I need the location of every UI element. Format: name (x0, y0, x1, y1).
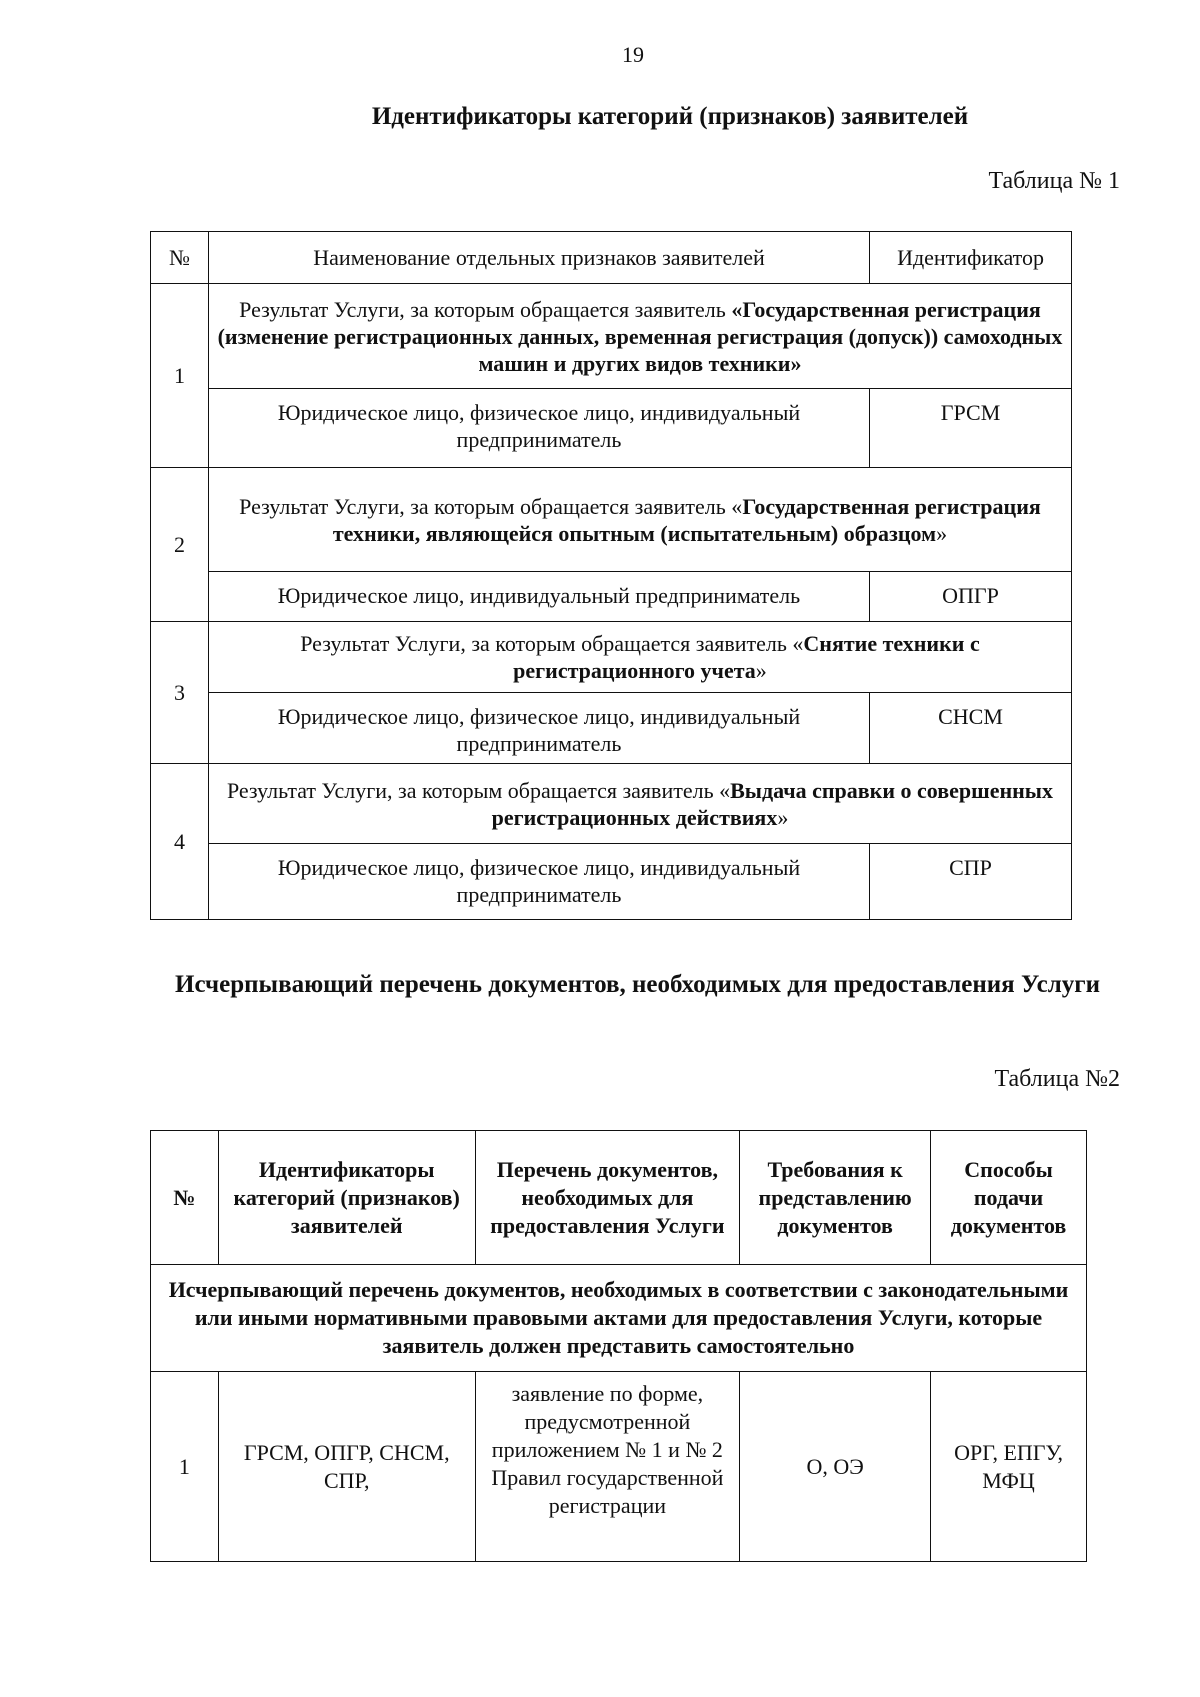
result-title: Выдача справки о совершенных регистрационных действиях (491, 777, 1053, 830)
header-methods: Способы подачи документов (931, 1131, 1087, 1265)
section2-title: Исчерпывающий перечень документов, необходимых для предоставления Услуги (175, 971, 1100, 998)
result-prefix: Результат Услуги, за которым обращается заявитель « (300, 631, 804, 656)
group-num: 2 (151, 468, 209, 622)
page-number: 19 (622, 42, 644, 67)
group-num: 1 (151, 284, 209, 468)
table-row-applicant (151, 693, 1072, 764)
result-prefix: Результат Услуги, за которым обращается заявитель « (226, 777, 731, 803)
table-row-applicant (151, 844, 1072, 920)
subheader: Исчерпывающий перечень документов, необходимых в соответствии с законодательными или иными нормативными правовыми актами для предоставления Услуги, которые заявитель должен представить самостоятельно (151, 1265, 1087, 1372)
header-requirements: Требования к представлению документов (740, 1131, 931, 1265)
applicant-type: Юридическое лицо, индивидуальный предприниматель (208, 572, 869, 622)
result-title: «Государственная регистрация (изменение регистрационных данных, временная регистрация (допуск)) самоходных машин и других видов техники» (217, 296, 1063, 376)
table1-header-row (151, 232, 1072, 284)
group-result (208, 622, 1071, 693)
header-ids: Идентификаторы категорий (признаков) заявителей (218, 1131, 475, 1265)
group-result (208, 284, 1071, 389)
row-ids: ГРСМ, ОПГР, СНСМ, СПР, (218, 1372, 475, 1562)
result-suffix: » (936, 520, 948, 546)
result-suffix: » (755, 658, 767, 683)
table1-applicant-categories (150, 231, 1072, 920)
identifier: ГРСМ (870, 389, 1072, 468)
row-document: заявление по форме, предусмотренной приложением № 1 и № 2 Правил государственной регистрации (475, 1372, 740, 1562)
table2-subheader-row (151, 1265, 1087, 1372)
header-num: № (151, 1131, 219, 1265)
header-name: Наименование отдельных признаков заявителей (208, 232, 869, 284)
table-row (151, 1372, 1087, 1562)
table2-documents (150, 1130, 1087, 1562)
row-requirements: О, ОЭ (740, 1372, 931, 1562)
table-row-applicant (151, 572, 1072, 622)
identifier: СНСМ (870, 693, 1072, 764)
table-row-result (151, 622, 1072, 693)
applicant-type: Юридическое лицо, физическое лицо, индивидуальный предприниматель (208, 844, 869, 920)
group-num: 4 (151, 764, 209, 920)
table-row-result (151, 764, 1072, 844)
group-result (208, 468, 1071, 572)
group-result (208, 764, 1071, 844)
result-prefix: Результат Услуги, за которым обращается заявитель (239, 296, 732, 322)
row-methods: ОРГ, ЕПГУ, МФЦ (931, 1372, 1087, 1562)
table-row-applicant (151, 389, 1072, 468)
result-prefix: Результат Услуги, за которым обращается заявитель « (239, 493, 743, 519)
table-row-result (151, 284, 1072, 389)
row-num: 1 (151, 1372, 219, 1562)
header-documents: Перечень документов, необходимых для предоставления Услуги (475, 1131, 740, 1265)
result-title: Государственная регистрация техники, являющейся опытным (испытательным) образцом (332, 493, 1041, 546)
header-num: № (151, 232, 209, 284)
identifier: СПР (870, 844, 1072, 920)
identifier: ОПГР (870, 572, 1072, 622)
header-id: Идентификатор (870, 232, 1072, 284)
group-num: 3 (151, 622, 209, 764)
section1-title: Идентификаторы категорий (признаков) заявителей (371, 103, 969, 130)
result-title: Снятие техники с регистрационного учета (513, 631, 980, 683)
table2-label: Таблица №2 (994, 1066, 1120, 1092)
table-row-result (151, 468, 1072, 572)
applicant-type: Юридическое лицо, физическое лицо, индивидуальный предприниматель (208, 693, 869, 764)
result-suffix: » (777, 804, 789, 830)
table2-header-row (151, 1131, 1087, 1265)
applicant-type: Юридическое лицо, физическое лицо, индивидуальный предприниматель (208, 389, 869, 468)
table1-label: Таблица № 1 (988, 168, 1120, 194)
